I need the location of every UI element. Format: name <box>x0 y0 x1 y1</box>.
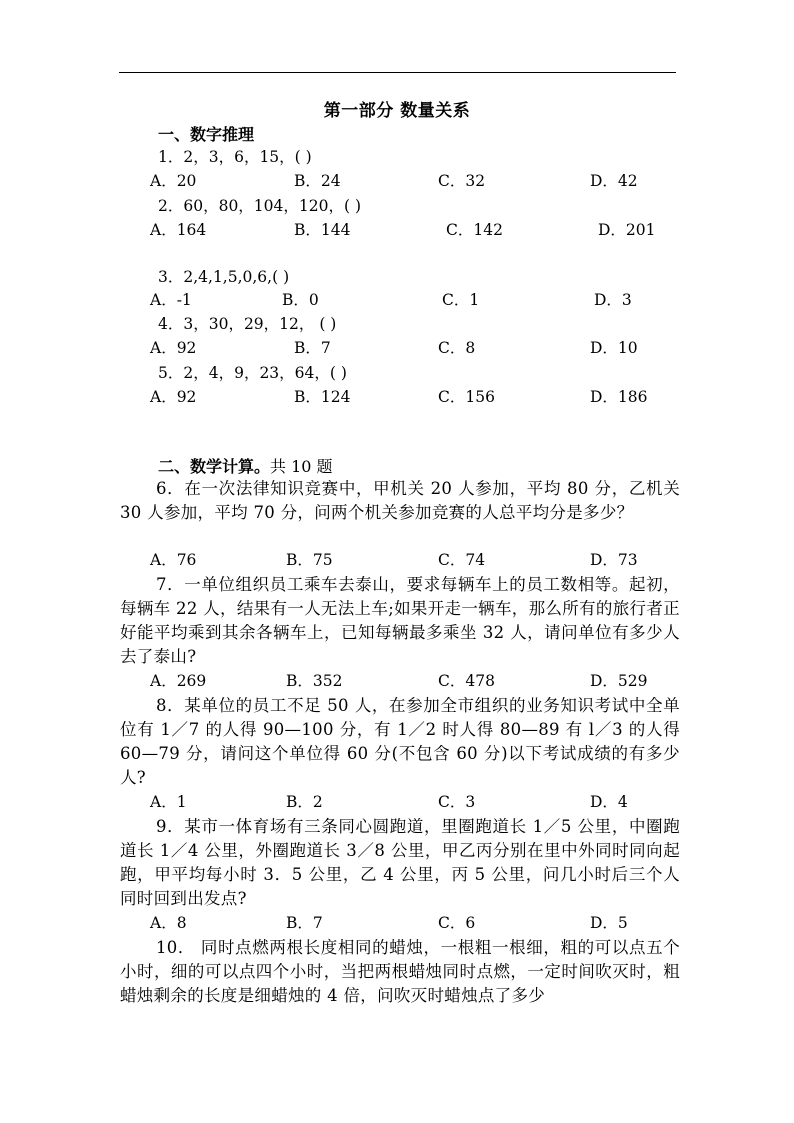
option-b: B．2 <box>286 793 323 811</box>
option-b: B．7 <box>286 914 323 932</box>
question-stem: 1．2，3，6，15，( ) <box>158 148 312 166</box>
question-stem: 9．某市一体育场有三条同心圆跑道，里圈跑道长 1／5 公里，中圈跑道长 1／4 公里，外圈跑道长 3／8 公里，甲乙丙分别在里中外同时同向起跑，甲平均每小时 3．5 公里，乙 4 公里，丙 5 公里，问几小时后三个人同时回到出发点? <box>120 817 680 908</box>
page-title: 第一部分 数量关系 <box>323 101 471 121</box>
question-stem: 10． 同时点燃两根长度相同的蜡烛，一根粗一根细，粗的可以点五个小时，细的可以点四个小时，当把两根蜡烛同时点燃，一定时间吹灭时，粗蜡烛剩余的长度是细蜡烛的 4 倍，问吹灭时蜡烛点了多少 <box>120 938 680 1005</box>
question-stem: 6．在一次法律知识竞赛中，甲机关 20 人参加，平均 80 分，乙机关 30 人参加，平均 70 分，问两个机关参加竞赛的人总平均分是多少？ <box>120 479 680 522</box>
header-rule <box>119 72 676 73</box>
option-b: B．24 <box>294 172 341 190</box>
option-a: A．92 <box>150 339 197 357</box>
option-c: C．156 <box>438 388 495 406</box>
question-stem: 8．某单位的员工不足 50 人，在参加全市组织的业务知识考试中全单位有 1／7 的人得 90—100 分，有 1／2 时人得 80—89 有 l／3 的人得 60—79 分，请问这个单位得 60 分(不包含 60 分)以下考试成绩的有多少人? <box>120 696 680 787</box>
section2-heading <box>158 454 333 477</box>
question-stem: 4．3，30，29，12， ( ) <box>158 315 337 333</box>
option-d: D．73 <box>590 551 638 569</box>
option-b: B．0 <box>282 291 319 309</box>
option-a: A．76 <box>150 551 197 569</box>
option-d: D．5 <box>590 914 628 932</box>
option-c: C．32 <box>438 172 486 190</box>
question-stem: 3．2,4,1,5,0,6,( ) <box>158 268 290 286</box>
question-stem: 2．60，80，104，120，( ) <box>158 197 361 215</box>
option-c: C．74 <box>438 551 486 569</box>
question-stem: 7．一单位组织员工乘车去泰山，要求每辆车上的员工数相等。起初，每辆车 22 人，结果有一人无法上车;如果开走一辆车，那么所有的旅行者正好能平均乘到其余各辆车上，已知每辆最多乘坐 32 人，请问单位有多少人去了泰山? <box>120 575 680 666</box>
option-a: A．92 <box>150 388 197 406</box>
option-d: D．42 <box>590 172 638 190</box>
option-c: C．1 <box>442 291 480 309</box>
section2-heading-suffix: 共 10 题 <box>270 457 333 476</box>
option-d: D．529 <box>590 672 648 690</box>
option-c: C．8 <box>438 339 476 357</box>
section2-heading-text: 二、数学计算。 <box>158 457 271 476</box>
option-b: B．75 <box>286 551 333 569</box>
option-d: D．10 <box>590 339 638 357</box>
option-a: A．269 <box>150 672 207 690</box>
option-c: C．142 <box>446 221 503 239</box>
question-stem: 5．2，4，9，23，64，( ) <box>158 364 347 382</box>
option-d: D．201 <box>598 221 656 239</box>
option-b: B．7 <box>294 339 331 357</box>
section1-heading: 一、数字推理 <box>158 125 255 144</box>
option-c: C．3 <box>438 793 476 811</box>
option-a: A．1 <box>150 793 187 811</box>
option-a: A．-1 <box>150 291 192 309</box>
option-a: A．8 <box>150 914 187 932</box>
option-d: D．4 <box>590 793 628 811</box>
option-b: B．352 <box>286 672 343 690</box>
option-a: A．164 <box>150 221 207 239</box>
option-c: C．6 <box>438 914 476 932</box>
option-b: B．124 <box>294 388 351 406</box>
option-d: D．3 <box>594 291 632 309</box>
option-c: C．478 <box>438 672 495 690</box>
option-a: A．20 <box>150 172 197 190</box>
option-d: D．186 <box>590 388 648 406</box>
option-b: B．144 <box>294 221 351 239</box>
